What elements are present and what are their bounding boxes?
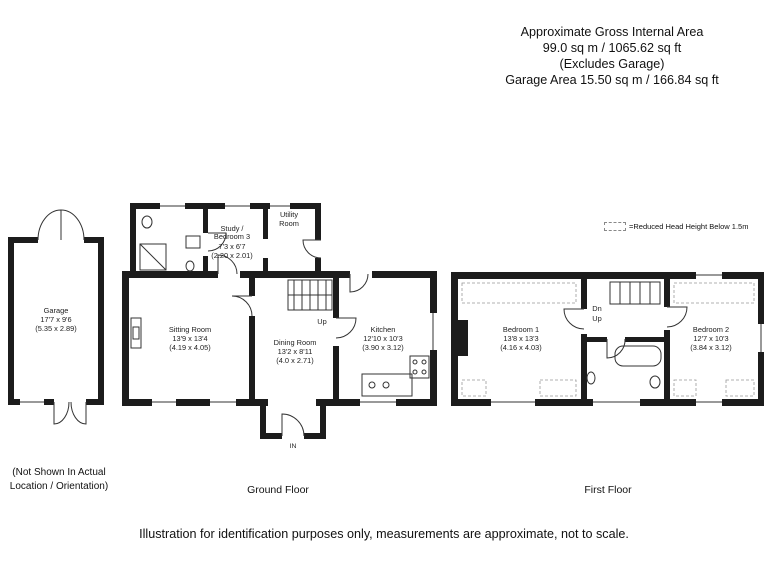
utility-name-line2: Room [279,219,299,228]
first-floor-plan [451,272,764,406]
stairs-down-label: Dn [592,304,602,313]
garage-note-line2: Location / Orientation) [9,481,109,492]
first-floor-label: First Floor [584,484,632,496]
dining-room-imperial: 13'2 x 8'11 [277,347,313,356]
entrance-label: IN [289,443,297,450]
ground-floor-label: Ground Floor [247,484,309,496]
bedroom1-name: Bedroom 1 [502,325,540,334]
study-name-line1: Study / [220,224,244,233]
study-imperial: 7'3 x 6'7 [218,242,246,251]
garage-imperial: 17'7 x 9'6 [40,315,72,324]
bedroom2-name: Bedroom 2 [692,325,730,334]
utility-name-line1: Utility [279,210,299,219]
dining-room-metric: (4.0 x 2.71) [276,356,314,365]
garage-plan [8,210,104,424]
ground-floor-plan [122,203,437,450]
study-metric: (2.20 x 2.01) [211,251,253,260]
sitting-room-metric: (4.19 x 4.05) [169,343,211,352]
sitting-room-imperial: 13'9 x 13'4 [172,334,208,343]
garage-location-note [0,466,118,494]
dining-room-name: Dining Room [273,338,317,347]
kitchen-metric: (3.90 x 3.12) [362,343,404,352]
garage-area: Garage Area 15.50 sq m / 166.84 sq ft [505,73,719,87]
kitchen-name: Kitchen [370,325,396,334]
area-excludes-note: (Excludes Garage) [559,57,665,71]
bedroom2-imperial: 12'7 x 10'3 [693,334,729,343]
garage-metric: (5.35 x 2.89) [35,324,77,333]
area-total: 99.0 sq m / 1065.62 sq ft [542,41,682,55]
bedroom2-metric: (3.84 x 3.12) [690,343,732,352]
bedroom1-metric: (4.16 x 4.03) [500,343,542,352]
bedroom1-imperial: 13'8 x 13'3 [503,334,539,343]
kitchen-imperial: 12'10 x 10'3 [363,334,403,343]
first-floor-stairs-up-label: Up [592,314,602,323]
sitting-room-name: Sitting Room [168,325,212,334]
study-name-line2: Bedroom 3 [213,232,251,241]
garage-name: Garage [43,306,69,315]
stairs-up-label: Up [317,317,327,326]
legend-label: =Reduced Head Height Below 1.5m [629,221,749,231]
area-title: Approximate Gross Internal Area [520,25,704,39]
garage-note-line1: (Not Shown In Actual [12,467,106,478]
disclaimer: Illustration for identification purposes only, measurements are approximate, not to scale. [139,527,629,541]
